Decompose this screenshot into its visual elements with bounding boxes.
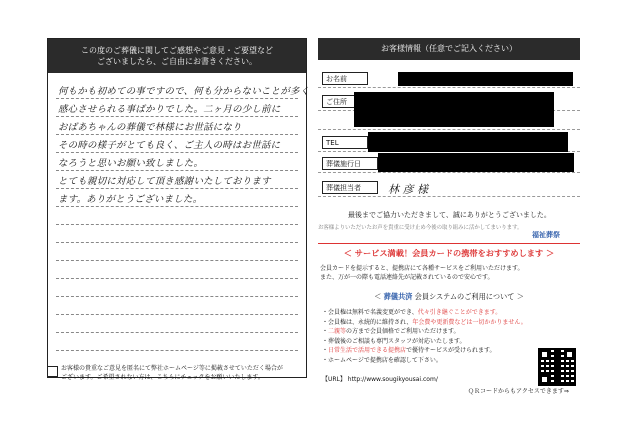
thanks-text: 最後までご協力いただきまして、誠にありがとうございました。 [348,211,551,219]
company-logo: 福祉葬祭 [532,231,560,239]
comments-header-line2: ございましたら、ご自由にお書きください。 [97,57,257,66]
bullet-text: ・ [322,347,329,355]
anonymous-optout [47,364,307,394]
qr-finder [565,350,574,359]
bullet-text: ・会員権は、永続的に維持され、 [322,318,413,326]
handwritten-text: その時の様子がとても良く、ご主人の時はお世話に [58,140,281,151]
funeral-date-label: 葬儀施行日 [322,157,378,170]
customer-info-header: お客様情報（任意でご記入ください） [318,38,580,60]
optout-line2: ございます。ご希望されない方は、こちらにチェックをお願いいたします。 [61,374,264,381]
handwritten-text: おばあちゃんの葬儀で林様にお世話になり [58,122,242,133]
website-url[interactable]: 【URL】 http://www.sougikyousai.com/ [322,376,438,383]
service-desc-line2: また、万が一の際も電話連絡先が記載されているので安心です。 [320,274,494,281]
privacy-note: お客様よりいただいたお声を貴重に受け止め今後の取り組みに活かしてまいります。 [318,225,523,231]
comment-line [56,207,298,225]
comment-line [56,99,298,117]
qr-code-icon[interactable] [538,348,576,386]
optout-text [61,364,311,382]
qr-finder [540,350,549,359]
comment-line [56,153,298,171]
list-item [322,346,527,356]
handwritten-text: なろうと思いお願い致しました。 [58,158,204,169]
bullet-highlight: 代々引き継ぐことができます。 [417,309,502,316]
redacted-block [398,72,573,86]
optout-line1: お客様の貴重なご意見を匿名にて弊社ホームページ等に掲載させていただく場合が [61,365,283,372]
list-item [322,337,527,347]
funeral-date-field[interactable] [318,155,580,173]
qr-finder [540,375,549,384]
bullet-after: で優待サービスが受けられます。 [406,347,496,355]
service-title: ＜ サービス満載！会員カードの携帯をおすすめします ＞ [343,248,555,258]
bullet-text: ・会員権は無料で名義変更ができ、 [322,309,418,316]
handwritten-text: 感心させられる事ばかりでした。二ヶ月の少し前に [58,104,281,115]
comment-line [56,261,298,279]
comment-line [56,171,298,189]
bullet-text: ・ [322,328,329,336]
list-item [322,308,527,318]
list-item [322,327,527,337]
comment-line [56,333,298,351]
comment-line [56,189,298,207]
comment-line [56,279,298,297]
redacted-block [354,92,554,112]
redacted-block [368,132,568,152]
comments-header-line1: この度のご葬儀に関してご感想やご意見・ご要望など [81,46,273,55]
address-field[interactable] [318,93,580,111]
handwritten-text: 何もかも初めての事ですので、何も分からないことが多く [58,86,310,97]
list-item [322,356,527,366]
system-title-post: 会員システムのご利用について ＞ [412,292,524,301]
staff-label: 葬儀担当者 [322,181,378,194]
comments-header [48,39,306,73]
redacted-block [354,112,554,127]
bullet-highlight: 日常生活で活用できる提携店 [328,347,407,355]
comment-line [56,135,298,153]
handwritten-text: とても親切に対応して頂き感謝いたしております [58,176,271,187]
name-label: お名前 [322,72,368,85]
handwritten-text: ます。ありがとうございました。 [58,194,203,205]
bullet-after: の方まで会員価格でご利用いただけます。 [346,328,460,336]
bullet-text: ・ホームページで提携店を確認して下さい。 [322,356,442,364]
comment-line [56,225,298,243]
staff-name: 林 彦 様 [388,183,428,196]
staff-field[interactable] [318,179,580,197]
optout-checkbox[interactable] [47,366,58,377]
service-desc-line1: 会員カードを提示すると、提携店にて各種サービスをご利用いただけます。 [320,265,524,272]
comment-line [56,117,298,135]
handwriting-area [56,81,310,351]
tel-label: TEL [322,136,368,149]
comment-line [56,297,298,315]
comment-line [56,315,298,333]
divider [318,243,580,244]
name-field[interactable] [318,70,580,88]
system-title-pre: ＜ [374,292,384,301]
redacted-block [378,153,574,172]
system-title [318,292,580,302]
system-title-highlight: 葬儀共済 [383,292,413,301]
qr-note: ＱＲコードからもアクセスできます⇒ [468,388,569,395]
bullet-highlight: 二親等 [328,328,347,336]
comment-line [56,81,310,99]
address-label: ご住所 [322,95,368,108]
list-item [322,318,527,328]
tel-field[interactable] [318,134,580,152]
comment-line [56,243,298,261]
bullet-highlight: 年会費や更新費などは一切かかりません。 [412,318,527,326]
benefit-list [322,308,527,366]
bullet-text: ・葬儀後のご相談も専門スタッフが対応いたします。 [322,337,466,345]
comments-panel [47,38,310,378]
address-line2[interactable] [318,112,580,130]
service-description [320,264,524,282]
